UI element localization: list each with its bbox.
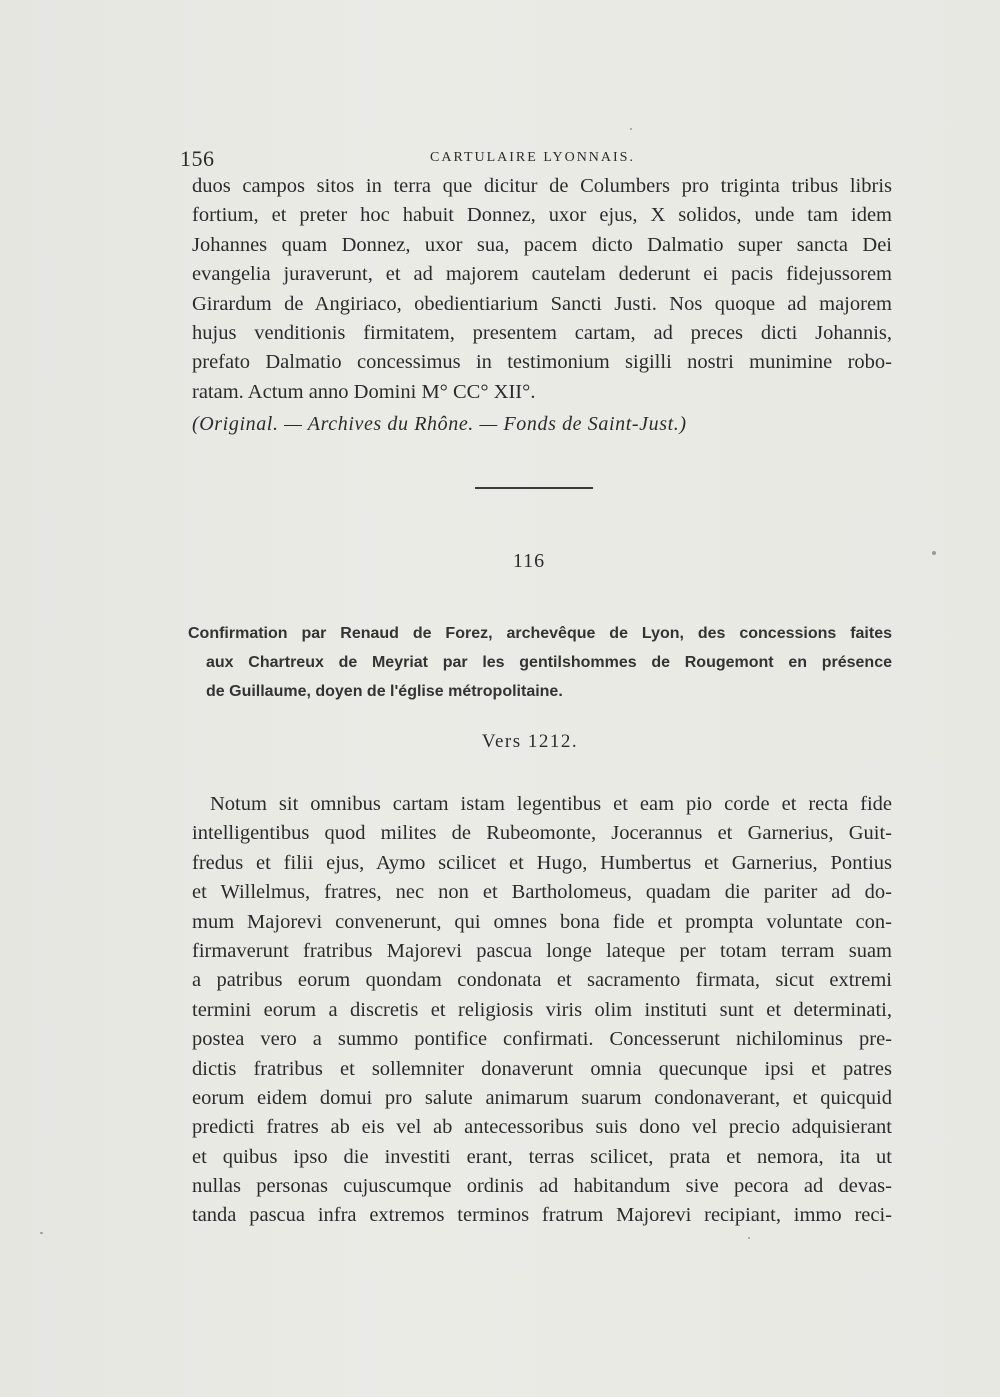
text-line: eorum eidem domui pro salute animarum suarum condonaverant, et quicquid bbox=[192, 1086, 892, 1109]
text-line: ratam. Actum anno Domini M° CC° XII°. bbox=[192, 380, 536, 403]
document-date: Vers 1212. bbox=[481, 731, 579, 752]
text-line: firmaverunt fratribus Majorevi pascua longe lateque per totam terram suam bbox=[192, 939, 892, 962]
document-heading bbox=[188, 619, 892, 706]
paper-speck bbox=[748, 1237, 750, 1239]
continuation-paragraph bbox=[192, 172, 892, 407]
text-line: Johannes quam Donnez, uxor sua, pacem dicto Dalmatio super sancta Dei bbox=[192, 233, 892, 256]
text-line: termini eorum a discretis et religiosis viris olim instituti sunt et determinati, bbox=[192, 998, 892, 1021]
text-line: tanda pascua infra extremos terminos fratrum Majorevi recipiant, immo reci- bbox=[192, 1204, 892, 1227]
heading-line: de Guillaume, doyen de l'église métropolitaine. bbox=[206, 683, 563, 700]
text-line: nullas personas cujuscumque ordinis ad habitandum sive pecora ad devas- bbox=[192, 1175, 892, 1198]
paper-speck bbox=[932, 551, 936, 555]
text-line: evangelia juraverunt, et ad majorem cautelam dederunt ei pacis fidejussorem bbox=[192, 263, 892, 286]
text-line: fredus et filii ejus, Aymo scilicet et Hugo, Humbertus et Garnerius, Pontius bbox=[192, 851, 892, 874]
page-number: 156 bbox=[180, 146, 215, 171]
heading-line: aux Chartreux de Meyriat par les gentilshommes de Rougemont en présence bbox=[206, 654, 892, 671]
text-line: et quibus ipso die investiti erant, terras scilicet, prata et nemora, ita ut bbox=[192, 1145, 892, 1168]
text-line: predicti fratres ab eis vel ab antecessoribus suis dono vel precio adquisierant bbox=[192, 1116, 892, 1139]
text-line: hujus venditionis firmitatem, presentem cartam, ad preces dicti Johannis, bbox=[192, 321, 892, 344]
document-number: 116 bbox=[512, 550, 546, 572]
text-line: a patribus eorum quondam condonata et sacramento firmata, sicut extremi bbox=[192, 969, 892, 992]
text-line: Girardum de Angiriaco, obedientiarium Sancti Justi. Nos quoque ad majorem bbox=[192, 292, 892, 315]
text-line: mum Majorevi convenerunt, qui omnes bona fide et prompta voluntate con- bbox=[192, 910, 892, 933]
text-line: dictis fratribus et sollemniter donaverunt omnia quecunque ipsi et patres bbox=[192, 1057, 892, 1080]
document-text bbox=[192, 790, 892, 1231]
section-divider bbox=[475, 487, 593, 489]
heading-line: Confirmation par Renaud de Forez, archevêque de Lyon, des concessions faites bbox=[188, 625, 892, 642]
text-line: fortium, et preter hoc habuit Donnez, uxor ejus, X solidos, unde tam idem bbox=[192, 204, 892, 227]
text-line: prefato Dalmatio concessimus in testimonium sigilli nostri munimine robo- bbox=[192, 351, 892, 374]
running-title: CARTULAIRE LYONNAIS. bbox=[430, 150, 635, 165]
text-line: postea vero a summo pontifice confirmati. Concesserunt nichilominus pre- bbox=[192, 1028, 892, 1051]
paper-speck bbox=[630, 128, 632, 130]
source-note: (Original. — Archives du Rhône. — Fonds de Saint-Just.) bbox=[192, 413, 687, 435]
text-line: duos campos sitos in terra que dicitur de Columbers pro triginta tribus libris bbox=[192, 175, 892, 197]
paper-speck bbox=[40, 1232, 43, 1234]
text-line: et Willelmus, fratres, nec non et Bartholomeus, quadam die pariter ad do- bbox=[192, 881, 892, 904]
text-line: intelligentibus quod milites de Rubeomonte, Jocerannus et Garnerius, Guit- bbox=[192, 822, 892, 845]
text-line: Notum sit omnibus cartam istam legentibus et eam pio corde et recta fide bbox=[210, 793, 892, 815]
page-header bbox=[180, 146, 900, 172]
